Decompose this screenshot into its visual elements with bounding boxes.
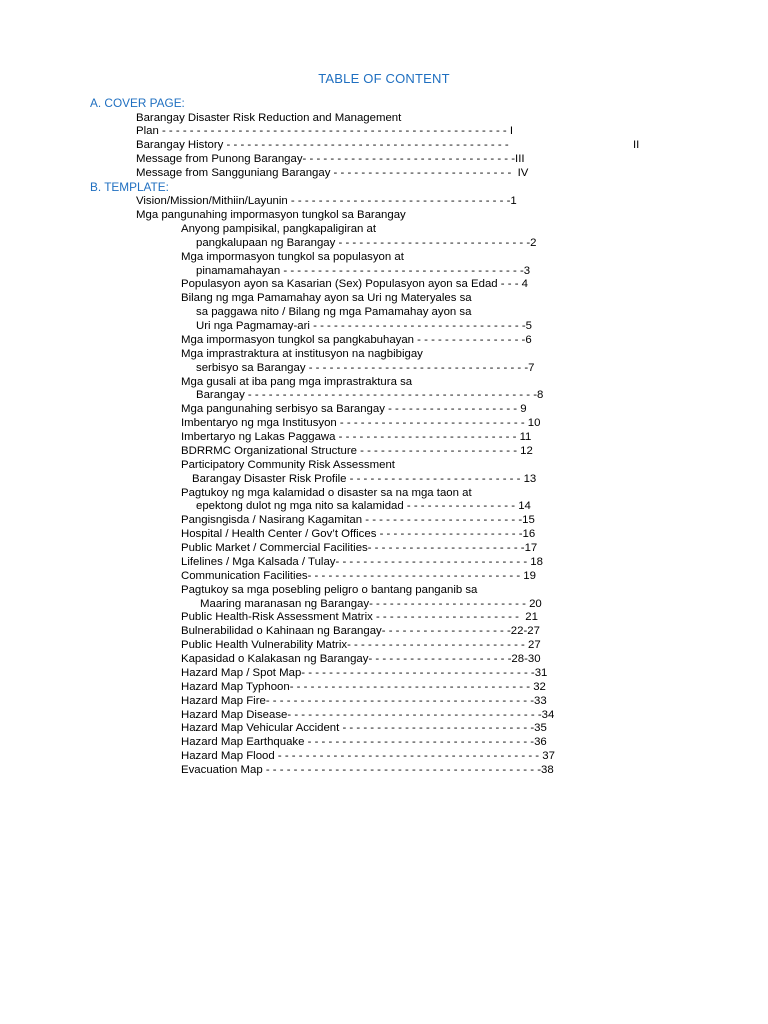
section-a-heading: A. COVER PAGE: [90, 96, 185, 110]
toc-entry: Mga pangunahing serbisyo sa Barangay - - - - - - - - - - - - - - - - - - - 9 [181, 403, 527, 415]
toc-entry: Message from Punong Barangay- - - - - - - - - - - - - - - - - - - - - - - - - - - - - - -III [136, 153, 525, 165]
toc-entry: Bulnerabilidad o Kahinaan ng Barangay- - - - - - - - - - - - - - - - - - -22-27 [181, 625, 540, 637]
toc-entry: Hazard Map Fire- - - - - - - - - - - - - - - - - - - - - - - - - - - - - - - - - - - - - - -33 [181, 695, 547, 707]
toc-page-number: II [633, 139, 640, 151]
toc-entry: Barangay - - - - - - - - - - - - - - - - - - - - - - - - - - - - - - - - - - - - - - - - - -8 [196, 389, 544, 401]
toc-entry: Hazard Map / Spot Map- - - - - - - - - - - - - - - - - - - - - - - - - - - - - - - - - -31 [181, 667, 548, 679]
toc-entry: Imbentaryo ng mga Institusyon - - - - - - - - - - - - - - - - - - - - - - - - - - - 10 [181, 417, 541, 429]
page-title: TABLE OF CONTENT [318, 71, 450, 86]
toc-entry: Mga impormasyon tungkol sa pangkabuhayan - - - - - - - - - - - - - - - -6 [181, 334, 532, 346]
toc-entry: Mga impormasyon tungkol sa populasyon at [181, 251, 404, 263]
toc-entry: Public Health Vulnerability Matrix- - - - - - - - - - - - - - - - - - - - - - - - - - 27 [181, 639, 541, 651]
toc-entry: Plan - - - - - - - - - - - - - - - - - - - - - - - - - - - - - - - - - - - - - - - - - - - - - - - - - - I [136, 125, 514, 137]
toc-entry: serbisyo sa Barangay - - - - - - - - - - - - - - - - - - - - - - - - - - - - - - - -7 [196, 362, 535, 374]
toc-entry: Uri nga Pagmamay-ari - - - - - - - - - - - - - - - - - - - - - - - - - - - - - - -5 [196, 320, 532, 332]
toc-entry: Communication Facilities- - - - - - - - - - - - - - - - - - - - - - - - - - - - - - - 19 [181, 570, 536, 582]
toc-entry: sa paggawa nito / Bilang ng mga Pamamahay ayon sa [196, 306, 472, 318]
toc-entry: Hazard Map Typhoon- - - - - - - - - - - - - - - - - - - - - - - - - - - - - - - - - - - 32 [181, 681, 546, 693]
toc-entry: BDRRMC Organizational Structure - - - - - - - - - - - - - - - - - - - - - - - 12 [181, 445, 533, 457]
toc-entry: pinamamahayan - - - - - - - - - - - - - - - - - - - - - - - - - - - - - - - - - - -3 [196, 265, 531, 277]
toc-entry: Lifelines / Mga Kalsada / Tulay- - - - - - - - - - - - - - - - - - - - - - - - - - - - 18 [181, 556, 543, 568]
toc-entry: Hazard Map Disease- - - - - - - - - - - - - - - - - - - - - - - - - - - - - - - - - - - - -34 [181, 709, 555, 721]
toc-entry: epektong dulot ng mga nito sa kalamidad - - - - - - - - - - - - - - - - 14 [196, 500, 531, 512]
toc-entry: Barangay History - - - - - - - - - - - - - - - - - - - - - - - - - - - - - - - - - - - - - - - - - [136, 139, 509, 151]
toc-entry: Barangay Disaster Risk Reduction and Management [136, 112, 402, 124]
section-b-heading: B. TEMPLATE: [90, 180, 169, 194]
toc-entry: Public Market / Commercial Facilities- - - - - - - - - - - - - - - - - - - - - - -17 [181, 542, 538, 554]
toc-entry: Maaring maranasan ng Barangay- - - - - - - - - - - - - - - - - - - - - - - 20 [200, 598, 542, 610]
toc-entry: Pagtukoy sa mga posebling peligro o bantang panganib sa [181, 584, 478, 596]
toc-entry: Hospital / Health Center / Gov’t Offices - - - - - - - - - - - - - - - - - - - - -16 [181, 528, 536, 540]
toc-entry: Mga pangunahing impormasyon tungkol sa Barangay [136, 209, 406, 221]
toc-entry: Anyong pampisikal, pangkapaligiran at [181, 223, 377, 235]
toc-entry: Barangay Disaster Risk Profile - - - - - - - - - - - - - - - - - - - - - - - - - 13 [192, 473, 537, 485]
toc-entry: Populasyon ayon sa Kasarian (Sex) Populasyon ayon sa Edad - - - 4 [181, 278, 528, 290]
toc-entry: Vision/Mission/Mithiin/Layunin - - - - - - - - - - - - - - - - - - - - - - - - - - - - - - - -1 [136, 195, 517, 207]
toc-entry: Public Health-Risk Assessment Matrix - - - - - - - - - - - - - - - - - - - - - 21 [181, 611, 538, 623]
toc-entry: Bilang ng mga Pamamahay ayon sa Uri ng Materyales sa [181, 292, 472, 304]
toc-entry: Hazard Map Vehicular Accident - - - - - - - - - - - - - - - - - - - - - - - - - - - -35 [181, 722, 547, 734]
toc-entry: Hazard Map Earthquake - - - - - - - - - - - - - - - - - - - - - - - - - - - - - - - - -36 [181, 736, 547, 748]
toc-entry: pangkalupaan ng Barangay - - - - - - - - - - - - - - - - - - - - - - - - - - - -2 [196, 237, 537, 249]
toc-entry: Hazard Map Flood - - - - - - - - - - - - - - - - - - - - - - - - - - - - - - - - - - - - - - 37 [181, 750, 555, 762]
toc-entry: Imbertaryo ng Lakas Paggawa - - - - - - - - - - - - - - - - - - - - - - - - - - 11 [181, 431, 532, 443]
toc-entry: Mga gusali at iba pang mga imprastraktura sa [181, 376, 413, 388]
toc-entry: Evacuation Map - - - - - - - - - - - - - - - - - - - - - - - - - - - - - - - - - - - - - - - -38 [181, 764, 554, 776]
toc-entry: Participatory Community Risk Assessment [181, 459, 395, 471]
toc-entry: Kapasidad o Kalakasan ng Barangay- - - - - - - - - - - - - - - - - - - - -28-30 [181, 653, 541, 665]
toc-entry: Mga imprastraktura at institusyon na nagbibigay [181, 348, 423, 360]
toc-entry: Message from Sangguniang Barangay - - - - - - - - - - - - - - - - - - - - - - - - - - IV [136, 167, 529, 179]
toc-entry: Pangisngisda / Nasirang Kagamitan - - - - - - - - - - - - - - - - - - - - - - -15 [181, 514, 535, 526]
toc-entry: Pagtukoy ng mga kalamidad o disaster sa na mga taon at [181, 487, 472, 499]
